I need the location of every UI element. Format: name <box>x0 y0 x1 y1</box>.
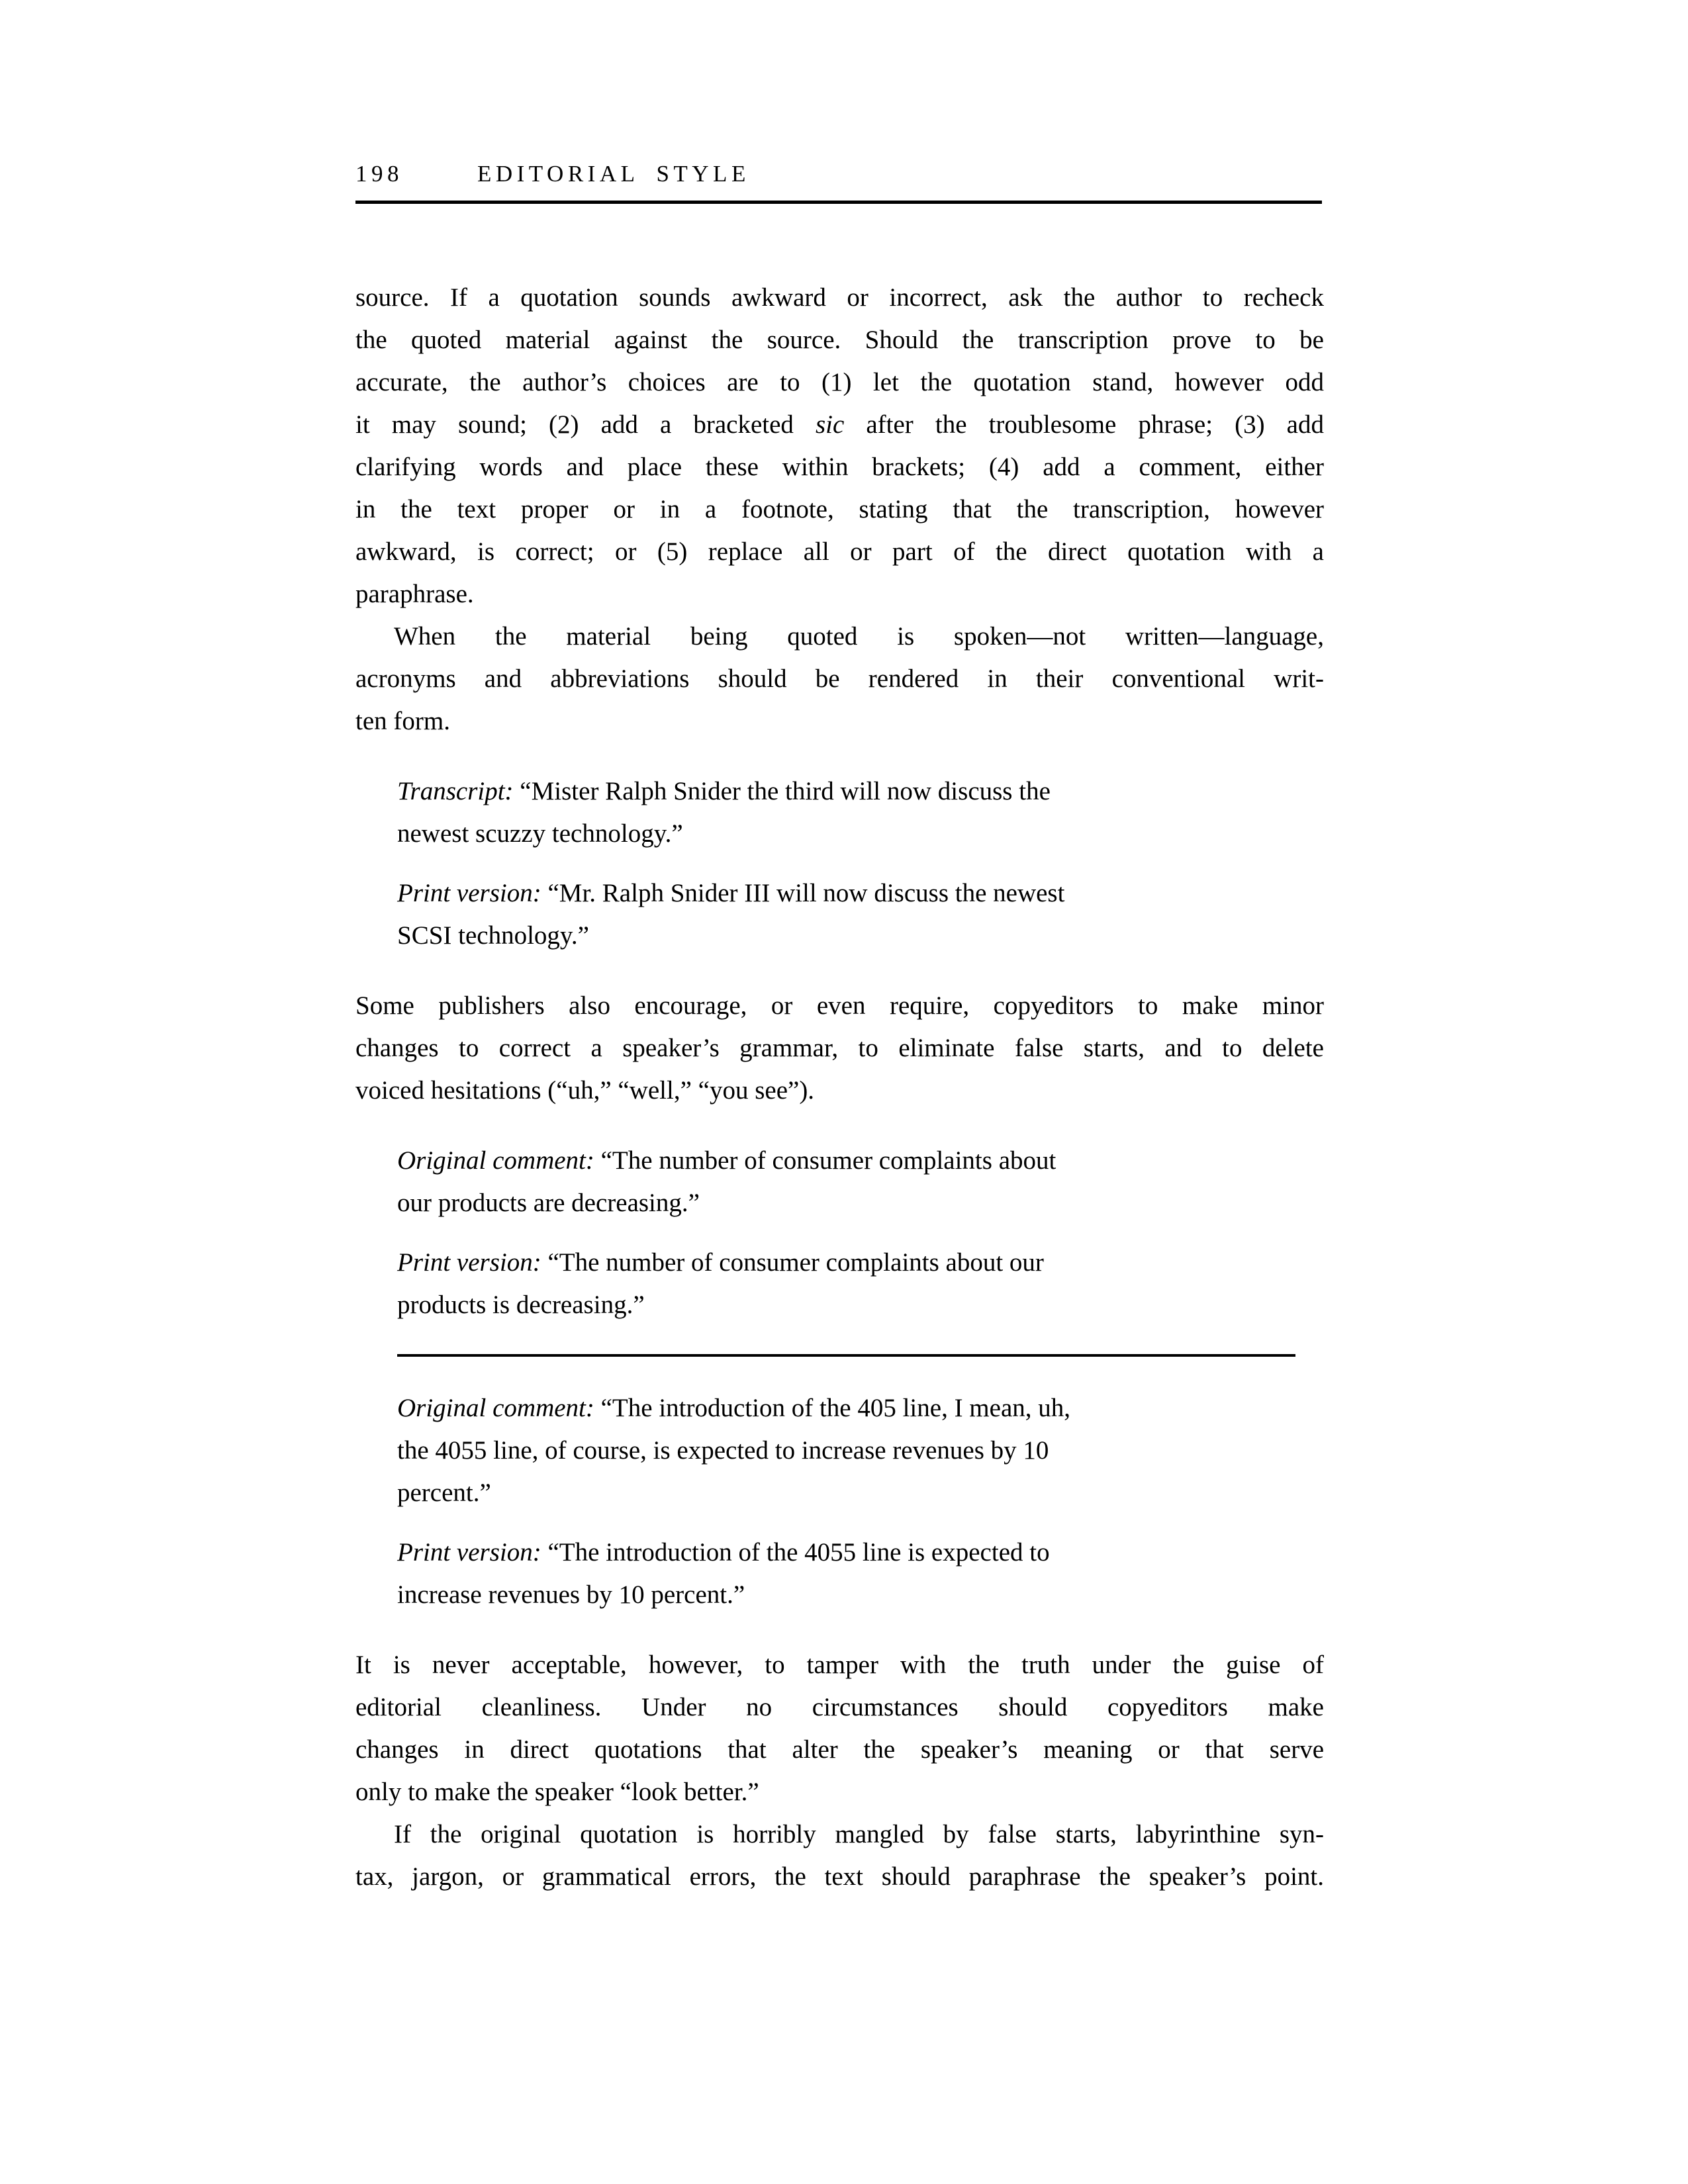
text-line <box>355 1856 1324 1898</box>
example-item <box>397 1531 1294 1616</box>
page-number: 198 <box>355 161 403 187</box>
text-line <box>397 915 1294 957</box>
text-line <box>397 1387 1294 1430</box>
text-line <box>355 1069 1324 1112</box>
italic-text: sic <box>815 410 845 439</box>
example-block <box>397 1140 1294 1326</box>
text-line <box>355 658 1324 700</box>
text-run: after the troublesome phrase; (3) add <box>844 410 1324 439</box>
text-run: awkward, is correct; or (5) replace all or part of the direct quotation with a <box>355 537 1324 566</box>
text-line <box>355 488 1324 531</box>
text-line <box>355 1644 1324 1686</box>
example-block <box>397 1387 1294 1616</box>
header-rule <box>355 201 1322 204</box>
example-item <box>397 872 1294 957</box>
text-line <box>355 573 1324 615</box>
body-paragraph <box>355 1644 1324 1813</box>
italic-text: Print version: <box>397 879 541 907</box>
text-run: accurate, the author’s choices are to (1) let the quotation stand, however odd <box>355 368 1324 396</box>
text-run: “The introduction of the 4055 line is expected to <box>541 1538 1050 1567</box>
italic-text: Original comment: <box>397 1394 594 1422</box>
text-run: changes to correct a speaker’s grammar, to eliminate false starts, and to delete <box>355 1034 1324 1062</box>
text-run: products is decreasing.” <box>397 1291 645 1319</box>
text-line <box>355 1813 1324 1856</box>
example-item <box>397 1140 1294 1224</box>
text-run: acronyms and abbreviations should be rendered in their conventional writ- <box>355 664 1324 693</box>
text-line <box>397 770 1294 813</box>
body-paragraph <box>355 985 1324 1112</box>
text-run: the quoted material against the source. Should the transcription prove to be <box>355 326 1324 354</box>
text-run: clarifying words and place these within brackets; (4) add a comment, either <box>355 453 1324 481</box>
text-run: in the text proper or in a footnote, stating that the transcription, however <box>355 495 1324 523</box>
text-run: tax, jargon, or grammatical errors, the text should paraphrase the speaker’s point. <box>355 1862 1324 1891</box>
text-line <box>397 1242 1294 1284</box>
text-run: It is never acceptable, however, to tamper with the truth under the guise of <box>355 1651 1324 1679</box>
text-run: percent.” <box>397 1479 491 1507</box>
text-line <box>355 700 1324 743</box>
text-run: our products are decreasing.” <box>397 1189 700 1217</box>
text-run: the 4055 line, of course, is expected to increase revenues by 10 <box>397 1436 1049 1465</box>
text-run: only to make the speaker “look better.” <box>355 1778 759 1806</box>
example-block <box>397 770 1294 957</box>
italic-text: Transcript: <box>397 777 514 805</box>
text-line <box>355 615 1324 658</box>
text-run: source. If a quotation sounds awkward or incorrect, ask the author to recheck <box>355 283 1324 312</box>
text-run: newest scuzzy technology.” <box>397 819 683 848</box>
text-run: editorial cleanliness. Under no circumstances should copyeditors make <box>355 1693 1324 1721</box>
text-run: it may sound; (2) add a bracketed <box>355 410 816 439</box>
text-line <box>397 813 1294 855</box>
example-item <box>397 770 1294 855</box>
text-line <box>397 1430 1294 1472</box>
text-run: “Mr. Ralph Snider III will now discuss the newest <box>541 879 1065 907</box>
text-run: If the original quotation is horribly mangled by false starts, labyrinthine syn- <box>394 1820 1324 1848</box>
italic-text: Print version: <box>397 1538 541 1567</box>
text-line <box>355 1027 1324 1069</box>
page-header <box>355 161 1324 187</box>
text-line <box>355 985 1324 1027</box>
text-run: “The number of consumer complaints about <box>594 1146 1056 1175</box>
italic-text: Original comment: <box>397 1146 594 1175</box>
text-run: Some publishers also encourage, or even require, copyeditors to make minor <box>355 991 1324 1020</box>
body-paragraph <box>355 615 1324 743</box>
text-run: When the material being quoted is spoken—not written—language, <box>394 622 1324 651</box>
text-line <box>355 1771 1324 1813</box>
text-run: ten form. <box>355 707 450 735</box>
running-head: EDITORIAL STYLE <box>477 161 750 187</box>
text-line <box>355 319 1324 361</box>
text-line <box>355 404 1324 446</box>
body-paragraph <box>355 277 1324 615</box>
text-line <box>355 531 1324 573</box>
text-run: “The number of consumer complaints about our <box>541 1248 1044 1277</box>
text-run: changes in direct quotations that alter the speaker’s meaning or that serve <box>355 1735 1324 1764</box>
text-line <box>397 872 1294 915</box>
text-run: increase revenues by 10 percent.” <box>397 1580 745 1609</box>
text-run: “The introduction of the 405 line, I mean, uh, <box>594 1394 1071 1422</box>
text-run: SCSI technology.” <box>397 921 589 950</box>
text-line <box>397 1284 1294 1326</box>
section-divider-rule <box>397 1354 1295 1357</box>
text-line <box>355 361 1324 404</box>
body-paragraph <box>355 1813 1324 1898</box>
text-line <box>355 277 1324 319</box>
text-run: “Mister Ralph Snider the third will now discuss the <box>513 777 1051 805</box>
text-line <box>397 1531 1294 1574</box>
page-body <box>355 277 1324 1898</box>
example-item <box>397 1242 1294 1326</box>
example-item <box>397 1387 1294 1514</box>
text-line <box>355 1686 1324 1729</box>
text-line <box>355 1729 1324 1771</box>
text-line <box>397 1574 1294 1616</box>
text-run: voiced hesitations (“uh,” “well,” “you see”). <box>355 1076 815 1105</box>
text-run: paraphrase. <box>355 580 474 608</box>
text-line <box>355 446 1324 488</box>
italic-text: Print version: <box>397 1248 541 1277</box>
text-line <box>397 1472 1294 1514</box>
text-line <box>397 1182 1294 1224</box>
text-line <box>397 1140 1294 1182</box>
